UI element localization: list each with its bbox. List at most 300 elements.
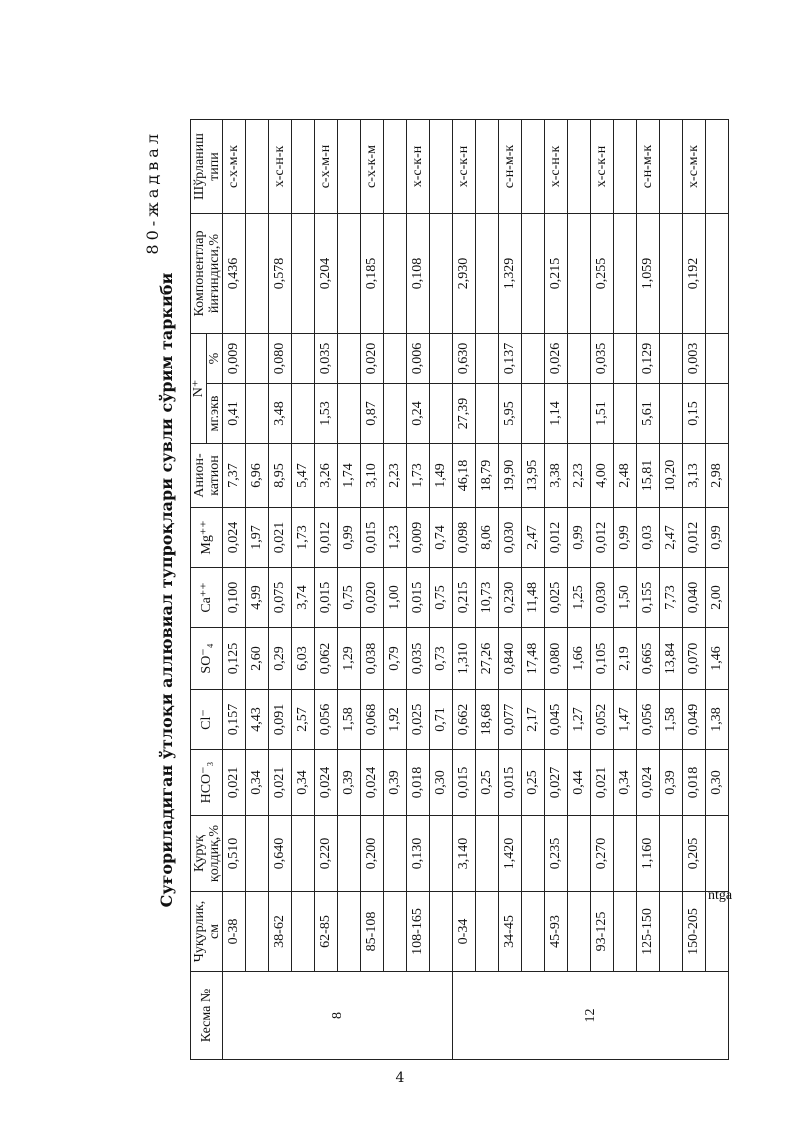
cell-components-sum: 0,436 [223, 214, 246, 334]
cell-percent [522, 334, 545, 384]
cell-ca: 1,50 [614, 568, 637, 628]
cell-salinity-type [246, 120, 269, 214]
cell-salinity-type: с-х-м-к [223, 120, 246, 214]
cell-percent: 0,137 [499, 334, 522, 384]
cell-components-sum [660, 214, 683, 334]
cell-ca: 0,155 [637, 568, 660, 628]
cell-so4: 6,03 [292, 628, 315, 690]
table-row [338, 120, 361, 1060]
cell-so4: 0,29 [269, 628, 292, 690]
cell-depth [522, 892, 545, 972]
cell-cl: 18,68 [476, 690, 499, 750]
cell-mg: 1,73 [292, 508, 315, 568]
cell-salinity-type [614, 120, 637, 214]
cell-percent [292, 334, 315, 384]
cell-anion-cation: 2,48 [614, 444, 637, 508]
cell-components-sum [384, 214, 407, 334]
cell-ca: 1,25 [568, 568, 591, 628]
cell-ca: 0,020 [361, 568, 384, 628]
cell-anion-cation: 3,26 [315, 444, 338, 508]
table-row [384, 120, 407, 1060]
cell-mg: 0,03 [637, 508, 660, 568]
cell-percent [338, 334, 361, 384]
cell-cl: 1,92 [384, 690, 407, 750]
cell-salinity-type: х-с-н-к [269, 120, 292, 214]
cell-dry-residue [660, 816, 683, 892]
cell-depth [430, 892, 453, 972]
cell-mg: 0,015 [361, 508, 384, 568]
cell-anion-cation: 1,73 [407, 444, 430, 508]
cell-percent [476, 334, 499, 384]
table-row [683, 120, 706, 1060]
cell-mg: 0,99 [706, 508, 729, 568]
table-row [637, 120, 660, 1060]
cell-depth [706, 892, 729, 972]
cell-percent: 0,020 [361, 334, 384, 384]
cell-depth: 125-150 [637, 892, 660, 972]
table-row [614, 120, 637, 1060]
table-row [706, 120, 729, 1060]
cell-so4: 2,19 [614, 628, 637, 690]
cell-percent [614, 334, 637, 384]
table-header-row [191, 120, 207, 1060]
cell-mg-ekv [706, 384, 729, 444]
cell-hco3: 0,44 [568, 750, 591, 816]
cell-components-sum: 1,329 [499, 214, 522, 334]
table-title: Суғориладиган ўтлоқи аллювиал тупроқлари сувли сўрим таркиби [157, 272, 176, 908]
cell-mg: 0,009 [407, 508, 430, 568]
cell-cl: 1,27 [568, 690, 591, 750]
cell-anion-cation: 18,79 [476, 444, 499, 508]
cell-dry-residue [476, 816, 499, 892]
cell-depth: 0-38 [223, 892, 246, 972]
cell-mg: 0,012 [315, 508, 338, 568]
cell-ca: 0,015 [315, 568, 338, 628]
table-row [269, 120, 292, 1060]
cell-mg: 0,99 [568, 508, 591, 568]
cell-mg-ekv [430, 384, 453, 444]
cell-hco3: 0,018 [683, 750, 706, 816]
cell-so4: 17,48 [522, 628, 545, 690]
cell-hco3: 0,027 [545, 750, 568, 816]
table-row [361, 120, 384, 1060]
cell-anion-cation: 5,47 [292, 444, 315, 508]
cell-cl: 0,049 [683, 690, 706, 750]
cell-depth [660, 892, 683, 972]
cell-components-sum [614, 214, 637, 334]
cell-cl: 0,045 [545, 690, 568, 750]
cell-hco3: 0,024 [637, 750, 660, 816]
cell-so4: 0,125 [223, 628, 246, 690]
cell-depth [476, 892, 499, 972]
table-row [292, 120, 315, 1060]
cell-depth [338, 892, 361, 972]
cell-so4: 0,070 [683, 628, 706, 690]
cell-percent [384, 334, 407, 384]
cell-mg: 0,021 [269, 508, 292, 568]
cell-salinity-type: х-с-н-к [545, 120, 568, 214]
cell-dry-residue: 0,510 [223, 816, 246, 892]
cell-mg-ekv [660, 384, 683, 444]
cell-dry-residue [338, 816, 361, 892]
cell-mg-ekv: 1,14 [545, 384, 568, 444]
cell-salinity-type: х-с-к-н [453, 120, 476, 214]
header-section: Кесма № [191, 972, 223, 1060]
cell-mg: 0,012 [591, 508, 614, 568]
cell-hco3: 0,021 [223, 750, 246, 816]
cell-components-sum: 0,192 [683, 214, 706, 334]
cell-components-sum [706, 214, 729, 334]
cell-cl: 4,43 [246, 690, 269, 750]
cell-so4: 0,665 [637, 628, 660, 690]
table-row [476, 120, 499, 1060]
cell-so4: 0,062 [315, 628, 338, 690]
cell-anion-cation: 6,96 [246, 444, 269, 508]
cell-depth: 45-93 [545, 892, 568, 972]
cell-ca: 0,75 [338, 568, 361, 628]
cell-depth: 85-108 [361, 892, 384, 972]
cell-anion-cation: 1,49 [430, 444, 453, 508]
cell-percent: 0,009 [223, 334, 246, 384]
cell-percent [568, 334, 591, 384]
cell-salinity-type [522, 120, 545, 214]
cell-salinity-type: х-с-к-н [407, 120, 430, 214]
cell-hco3: 0,34 [614, 750, 637, 816]
cell-components-sum [568, 214, 591, 334]
cell-so4: 27,26 [476, 628, 499, 690]
cell-mg: 0,098 [453, 508, 476, 568]
cell-cl: 1,38 [706, 690, 729, 750]
cell-percent: 0,035 [591, 334, 614, 384]
cell-cl: 0,662 [453, 690, 476, 750]
cell-so4: 1,310 [453, 628, 476, 690]
cell-ca: 11,48 [522, 568, 545, 628]
cell-components-sum: 0,255 [591, 214, 614, 334]
cell-salinity-type [568, 120, 591, 214]
cell-mg: 8,06 [476, 508, 499, 568]
cell-cl: 1,47 [614, 690, 637, 750]
cell-so4: 1,29 [338, 628, 361, 690]
cell-dry-residue: 1,160 [637, 816, 660, 892]
cell-dry-residue [706, 816, 729, 892]
cell-mg-ekv [246, 384, 269, 444]
cell-so4: 0,105 [591, 628, 614, 690]
cell-anion-cation: 10,20 [660, 444, 683, 508]
cell-anion-cation: 4,00 [591, 444, 614, 508]
cell-components-sum [246, 214, 269, 334]
cell-components-sum: 2,930 [453, 214, 476, 334]
cell-cl: 2,17 [522, 690, 545, 750]
cell-depth [568, 892, 591, 972]
cell-percent: 0,006 [407, 334, 430, 384]
cell-dry-residue: 0,205 [683, 816, 706, 892]
cell-ca: 7,73 [660, 568, 683, 628]
cell-salinity-type: с-х-м-н [315, 120, 338, 214]
cell-salinity-type: с-н-м-к [637, 120, 660, 214]
cell-mg-ekv [476, 384, 499, 444]
cell-components-sum: 0,204 [315, 214, 338, 334]
cell-anion-cation: 2,23 [384, 444, 407, 508]
table-row [522, 120, 545, 1060]
header-so4: SO⁻₄ [191, 628, 223, 690]
header-ca: Ca⁺⁺ [191, 568, 223, 628]
cell-anion-cation: 46,18 [453, 444, 476, 508]
table-row [545, 120, 568, 1060]
cell-depth [292, 892, 315, 972]
cell-mg-ekv: 5,95 [499, 384, 522, 444]
cell-components-sum: 1,059 [637, 214, 660, 334]
cell-hco3: 0,021 [269, 750, 292, 816]
cell-mg-ekv [568, 384, 591, 444]
table-row [430, 120, 453, 1060]
cell-components-sum [476, 214, 499, 334]
table-body [223, 120, 729, 1060]
cell-cl: 0,091 [269, 690, 292, 750]
cell-depth: 108-165 [407, 892, 430, 972]
cell-mg-ekv [338, 384, 361, 444]
cell-hco3: 0,34 [246, 750, 269, 816]
cell-mg: 2,47 [660, 508, 683, 568]
cell-anion-cation: 15,81 [637, 444, 660, 508]
cell-components-sum [430, 214, 453, 334]
header-mg: Mg⁺⁺ [191, 508, 223, 568]
cell-percent [246, 334, 269, 384]
cell-dry-residue [246, 816, 269, 892]
cell-mg-ekv: 5,61 [637, 384, 660, 444]
cell-hco3: 0,30 [706, 750, 729, 816]
header-n-plus: N⁺ [191, 334, 207, 444]
cell-anion-cation: 2,23 [568, 444, 591, 508]
cell-anion-cation: 3,13 [683, 444, 706, 508]
cell-so4: 0,080 [545, 628, 568, 690]
cell-hco3: 0,25 [522, 750, 545, 816]
cell-dry-residue: 0,270 [591, 816, 614, 892]
table-row [660, 120, 683, 1060]
cell-cl: 0,056 [315, 690, 338, 750]
cell-hco3: 0,018 [407, 750, 430, 816]
cell-depth [246, 892, 269, 972]
cell-dry-residue: 0,130 [407, 816, 430, 892]
cell-depth [614, 892, 637, 972]
cell-so4: 1,46 [706, 628, 729, 690]
cell-mg-ekv: 0,41 [223, 384, 246, 444]
cell-so4: 0,035 [407, 628, 430, 690]
cell-hco3: 0,39 [660, 750, 683, 816]
cell-ca: 10,73 [476, 568, 499, 628]
cell-cl: 0,068 [361, 690, 384, 750]
cell-hco3: 0,024 [361, 750, 384, 816]
header-hco3: HCO⁻₃ [191, 750, 223, 816]
cell-cl: 0,157 [223, 690, 246, 750]
cell-percent: 0,630 [453, 334, 476, 384]
cell-salinity-type: х-с-к-н [591, 120, 614, 214]
table-row [223, 120, 246, 1060]
cell-so4: 0,038 [361, 628, 384, 690]
cell-ca: 0,100 [223, 568, 246, 628]
cell-ca: 2,00 [706, 568, 729, 628]
cell-components-sum: 0,185 [361, 214, 384, 334]
cell-dry-residue: 0,640 [269, 816, 292, 892]
cell-hco3: 0,39 [384, 750, 407, 816]
header-salinity-type: Шўрланиш типи [191, 120, 223, 214]
cell-cl: 0,077 [499, 690, 522, 750]
cell-dry-residue: 0,235 [545, 816, 568, 892]
cell-dry-residue [430, 816, 453, 892]
cell-so4: 0,73 [430, 628, 453, 690]
cell-anion-cation: 13,95 [522, 444, 545, 508]
cell-mg: 1,23 [384, 508, 407, 568]
cell-components-sum: 0,578 [269, 214, 292, 334]
cell-depth: 150-205 [683, 892, 706, 972]
cell-salinity-type: с-х-к-м [361, 120, 384, 214]
cell-cl: 0,056 [637, 690, 660, 750]
cell-mg-ekv: 1,53 [315, 384, 338, 444]
cell-percent [430, 334, 453, 384]
cell-hco3: 0,024 [315, 750, 338, 816]
cell-dry-residue: 0,200 [361, 816, 384, 892]
cell-dry-residue: 0,220 [315, 816, 338, 892]
rotated-table-container [135, 120, 765, 1060]
cell-ca: 0,040 [683, 568, 706, 628]
cell-mg: 0,99 [614, 508, 637, 568]
cell-components-sum: 0,108 [407, 214, 430, 334]
cell-components-sum [522, 214, 545, 334]
cell-mg-ekv: 0,87 [361, 384, 384, 444]
cell-mg-ekv: 1,51 [591, 384, 614, 444]
cell-components-sum [338, 214, 361, 334]
cell-mg-ekv [614, 384, 637, 444]
cell-mg-ekv [384, 384, 407, 444]
table-row [453, 120, 476, 1060]
cell-mg: 0,99 [338, 508, 361, 568]
cell-salinity-type [292, 120, 315, 214]
header-anion-cation: Анион-катион [191, 444, 223, 508]
cell-salinity-type [384, 120, 407, 214]
cell-hco3: 0,25 [476, 750, 499, 816]
cell-hco3: 0,015 [453, 750, 476, 816]
cell-dry-residue [384, 816, 407, 892]
table-row [591, 120, 614, 1060]
cell-so4: 2,60 [246, 628, 269, 690]
cell-ca: 4,99 [246, 568, 269, 628]
cell-dry-residue [568, 816, 591, 892]
cell-dry-residue [522, 816, 545, 892]
cell-anion-cation: 2,98 [706, 444, 729, 508]
cell-percent [660, 334, 683, 384]
cell-percent: 0,035 [315, 334, 338, 384]
cell-percent: 0,026 [545, 334, 568, 384]
cell-components-sum: 0,215 [545, 214, 568, 334]
cell-cl: 0,71 [430, 690, 453, 750]
cell-section: 12 [453, 972, 729, 1060]
cell-anion-cation: 3,38 [545, 444, 568, 508]
cell-mg-ekv: 0,24 [407, 384, 430, 444]
cell-depth: 62-85 [315, 892, 338, 972]
cell-ca: 0,075 [269, 568, 292, 628]
cell-mg: 0,012 [545, 508, 568, 568]
cell-mg: 0,74 [430, 508, 453, 568]
header-mg-ekv: мг.экв [207, 384, 223, 444]
cell-hco3: 0,021 [591, 750, 614, 816]
cell-depth [384, 892, 407, 972]
header-depth: Чуқурлик, см [191, 892, 223, 972]
cell-salinity-type: с-н-м-к [499, 120, 522, 214]
cell-mg-ekv [292, 384, 315, 444]
cell-anion-cation: 8,95 [269, 444, 292, 508]
cell-hco3: 0,34 [292, 750, 315, 816]
cell-hco3: 0,39 [338, 750, 361, 816]
cell-mg: 0,030 [499, 508, 522, 568]
cut-off-text-fragment: ntga [708, 888, 733, 903]
cell-ca: 0,230 [499, 568, 522, 628]
header-components-sum: Компонентлар йиғиндиси,% [191, 214, 223, 334]
cell-anion-cation: 19,90 [499, 444, 522, 508]
cell-so4: 13,84 [660, 628, 683, 690]
cell-mg-ekv [522, 384, 545, 444]
cell-salinity-type: х-с-м-к [683, 120, 706, 214]
cell-percent [706, 334, 729, 384]
cell-ca: 1,00 [384, 568, 407, 628]
cell-salinity-type [338, 120, 361, 214]
table-row [568, 120, 591, 1060]
table-number: 80-жадвал [143, 130, 162, 255]
cell-ca: 0,030 [591, 568, 614, 628]
cell-mg: 0,024 [223, 508, 246, 568]
cell-dry-residue: 1,420 [499, 816, 522, 892]
cell-mg: 0,012 [683, 508, 706, 568]
cell-hco3: 0,30 [430, 750, 453, 816]
cell-depth: 38-62 [269, 892, 292, 972]
table-row [407, 120, 430, 1060]
table-row [499, 120, 522, 1060]
cell-dry-residue [614, 816, 637, 892]
cell-cl: 0,052 [591, 690, 614, 750]
cell-depth: 34-45 [499, 892, 522, 972]
page-number: 4 [395, 1070, 405, 1086]
cell-anion-cation: 1,74 [338, 444, 361, 508]
cell-cl: 1,58 [338, 690, 361, 750]
cell-ca: 0,015 [407, 568, 430, 628]
header-percent: % [207, 334, 223, 384]
cell-mg: 2,47 [522, 508, 545, 568]
cell-ca: 0,215 [453, 568, 476, 628]
soil-extract-table [190, 119, 729, 1060]
cell-salinity-type [660, 120, 683, 214]
table-row [246, 120, 269, 1060]
cell-depth: 93-125 [591, 892, 614, 972]
cell-mg: 1,97 [246, 508, 269, 568]
cell-cl: 1,58 [660, 690, 683, 750]
cell-dry-residue [292, 816, 315, 892]
cell-percent: 0,080 [269, 334, 292, 384]
header-dry-residue: Қуруқ қолдиқ,% [191, 816, 223, 892]
cell-so4: 0,840 [499, 628, 522, 690]
cell-depth: 0-34 [453, 892, 476, 972]
cell-percent: 0,129 [637, 334, 660, 384]
cell-salinity-type [706, 120, 729, 214]
cell-salinity-type [476, 120, 499, 214]
cell-cl: 0,025 [407, 690, 430, 750]
cell-ca: 3,74 [292, 568, 315, 628]
cell-mg-ekv: 0,15 [683, 384, 706, 444]
cell-so4: 1,66 [568, 628, 591, 690]
cell-ca: 0,025 [545, 568, 568, 628]
cell-cl: 2,57 [292, 690, 315, 750]
table-row [315, 120, 338, 1060]
cell-so4: 0,79 [384, 628, 407, 690]
cell-mg-ekv: 3,48 [269, 384, 292, 444]
cell-anion-cation: 3,10 [361, 444, 384, 508]
